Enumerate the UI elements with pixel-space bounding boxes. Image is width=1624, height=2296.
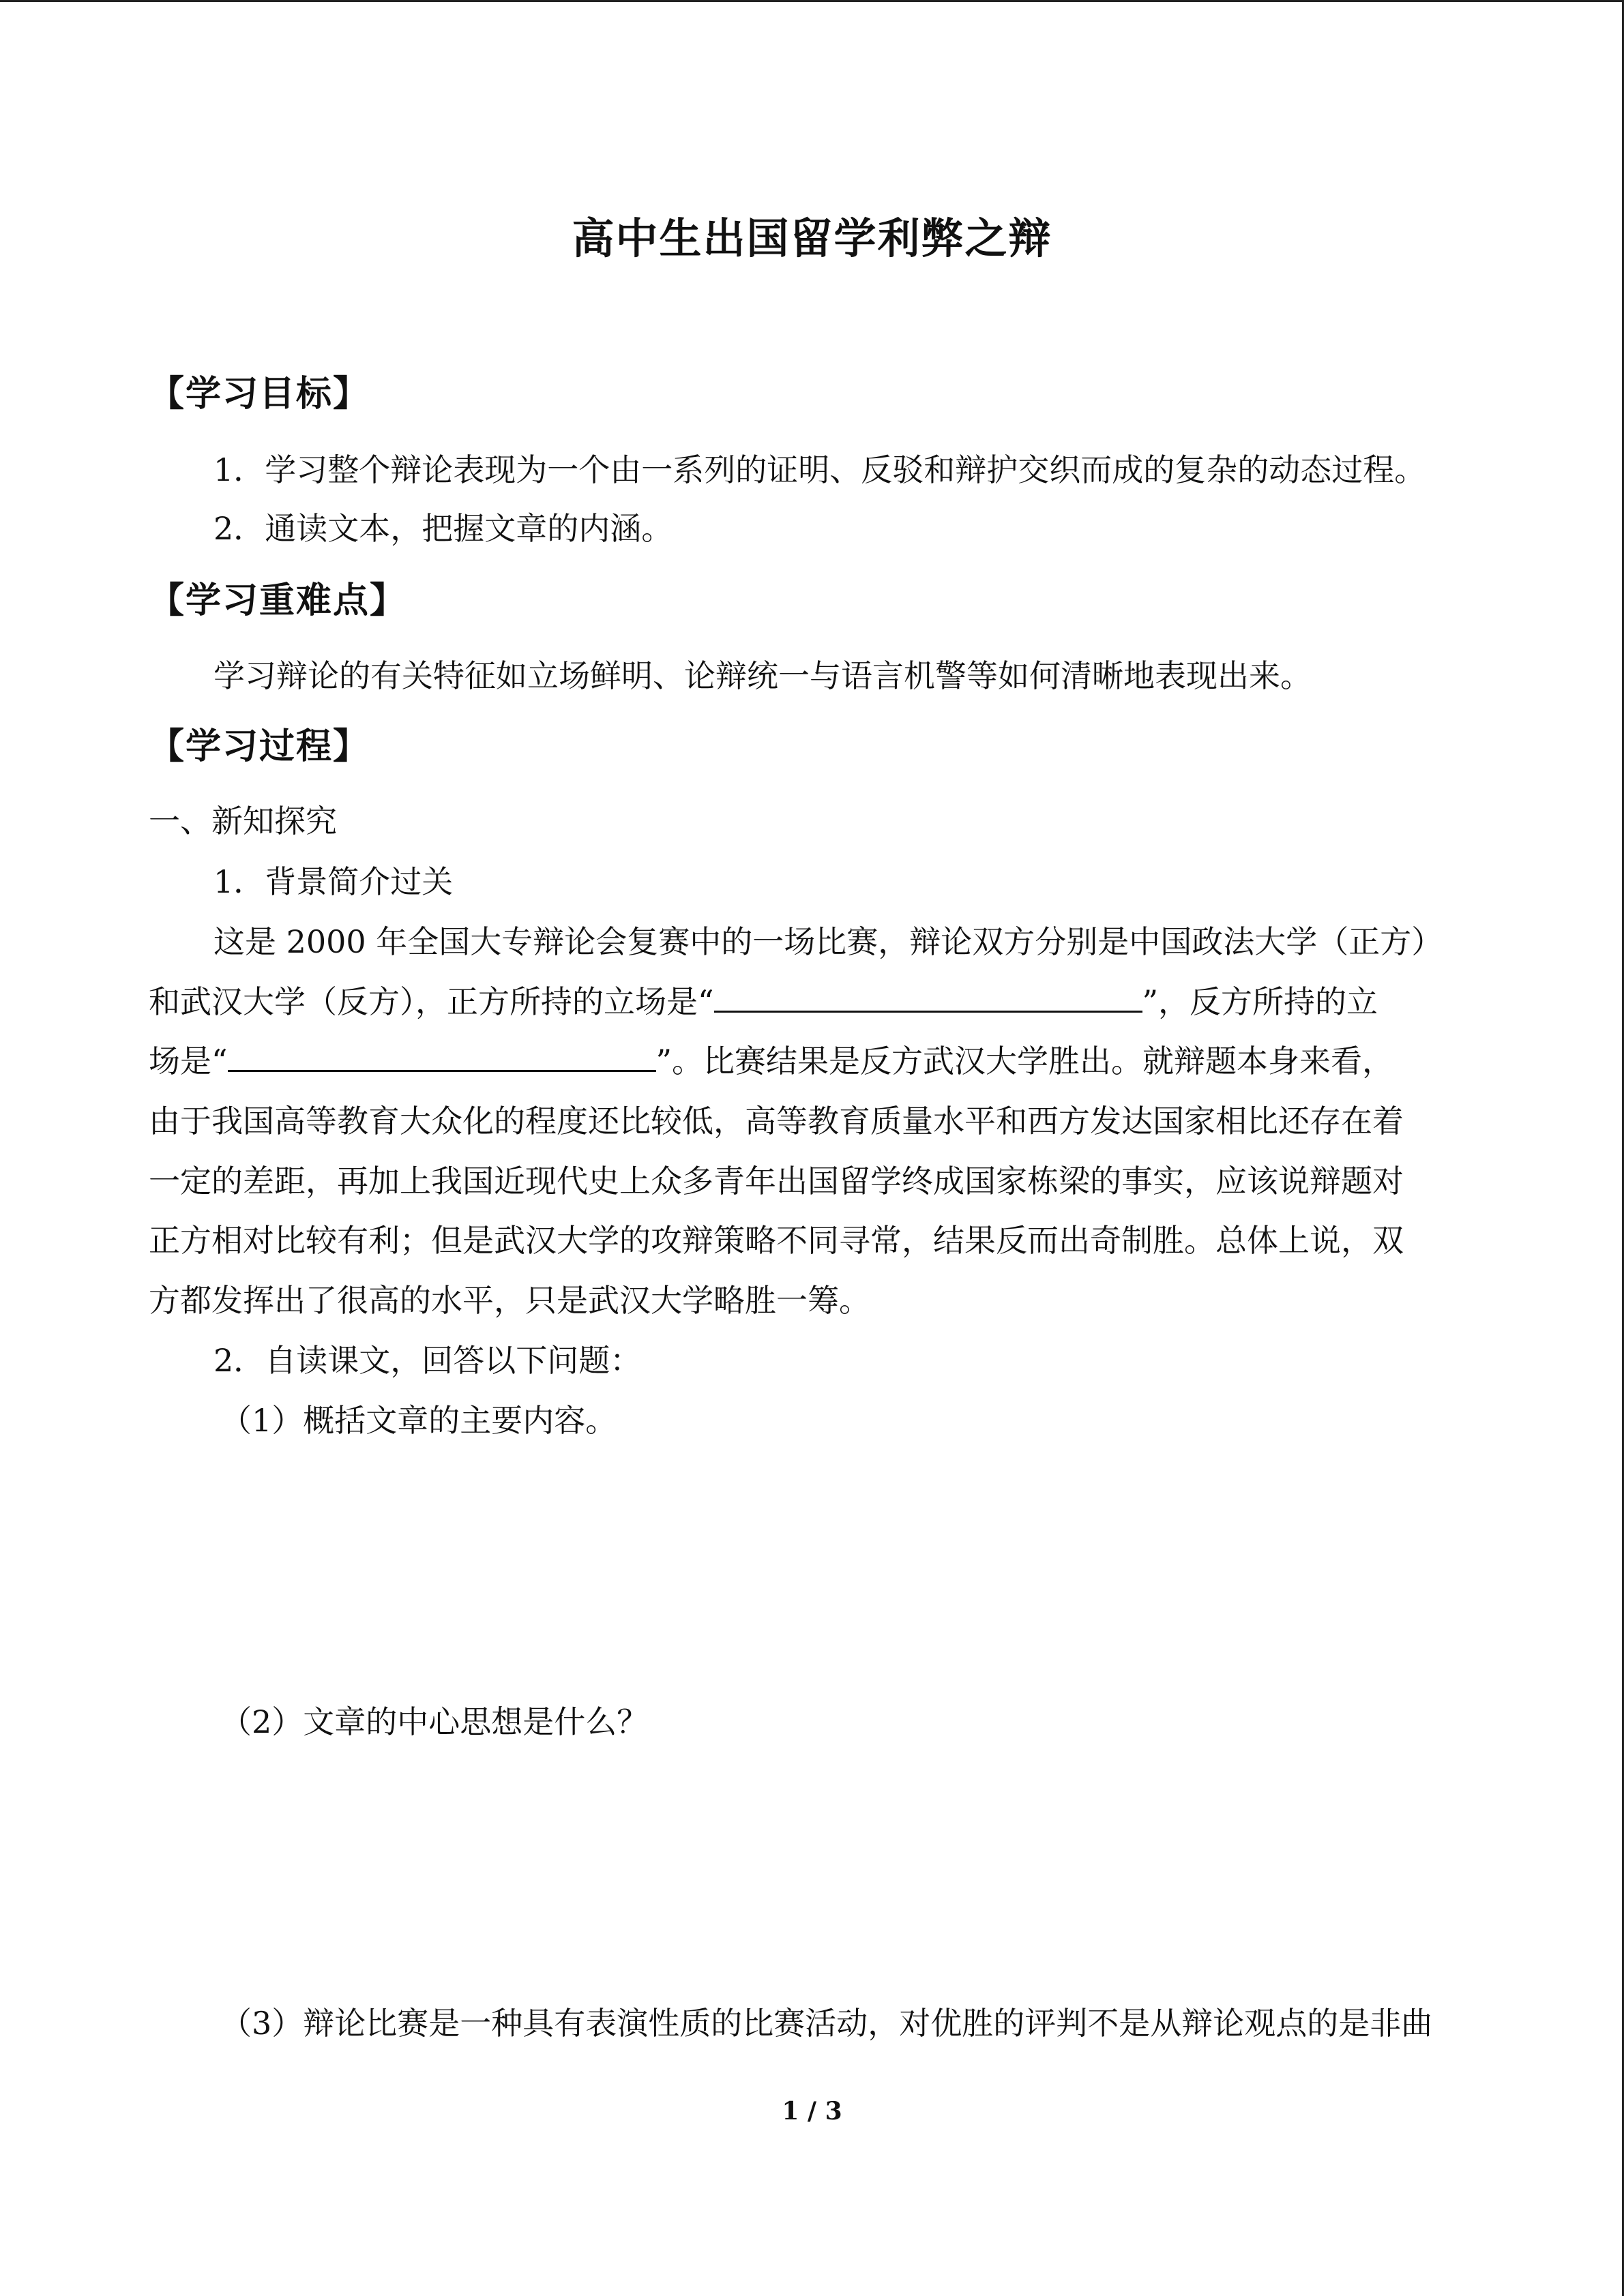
background-para-line-4: 由于我国高等教育大众化的程度还比较低，高等教育质量水平和西方发达国家相比还存在着 [149,1103,1404,1139]
document-title: 高中生出国留学利弊之辩 [572,213,1052,263]
background-para-line-2 [149,982,1475,1022]
page-border-top [0,0,1624,2]
part-1-heading: 一、新知探究 [149,803,337,839]
heading-learning-process: 【学习过程】 [149,726,370,767]
background-para-line-6: 正方相对比较有利；但是武汉大学的攻辩策略不同寻常，结果反而出奇制胜。总体上说，双 [149,1222,1404,1259]
blank-negative-stance[interactable] [228,1043,656,1072]
page-number: 1 / 3 [782,2097,842,2126]
goal-item-2: 2．通读文本，把握文章的内涵。 [213,510,673,547]
question-3: （3）辩论比赛是一种具有表演性质的比赛活动，对优胜的评判不是从辩论观点的是非曲 [220,2005,1433,2042]
heading-learning-goals: 【学习目标】 [149,374,370,415]
question-1: （1）概括文章的主要内容。 [220,1402,617,1439]
para-line-3-start: 场是“ [149,1043,228,1079]
goal-item-1: 1．学习整个辩论表现为一个由一系列的证明、反驳和辩护交织而成的复杂的动态过程。 [213,451,1426,488]
heading-key-points: 【学习重难点】 [149,580,407,621]
para-line-3-end: ”。比赛结果是反方武汉大学胜出。就辩题本身来看， [655,1043,1394,1079]
question-2: （2）文章的中心思想是什么？ [220,1703,649,1740]
para-line-2-end: ”，反方所持的立 [1142,983,1378,1020]
para-line-2-start: 和武汉大学（反方），正方所持的立场是“ [149,983,714,1020]
background-para-line-1: 这是 2000 年全国大专辩论会复赛中的一场比赛，辩论双方分别是中国政法大学（正方） [213,923,1443,960]
background-para-line-5: 一定的差距，再加上我国近现代史上众多青年出国留学终成国家栋梁的事实，应该说辩题对 [149,1163,1404,1199]
blank-affirmative-stance[interactable] [714,983,1142,1013]
item-1-heading: 1．背景简介过关 [213,863,454,900]
background-para-line-7: 方都发挥出了很高的水平，只是武汉大学略胜一筹。 [149,1282,870,1319]
background-para-line-3 [149,1041,1475,1081]
key-points-text: 学习辩论的有关特征如立场鲜明、论辩统一与语言机警等如何清晰地表现出来。 [213,657,1312,694]
item-2-heading: 2．自读课文，回答以下问题： [213,1342,642,1379]
